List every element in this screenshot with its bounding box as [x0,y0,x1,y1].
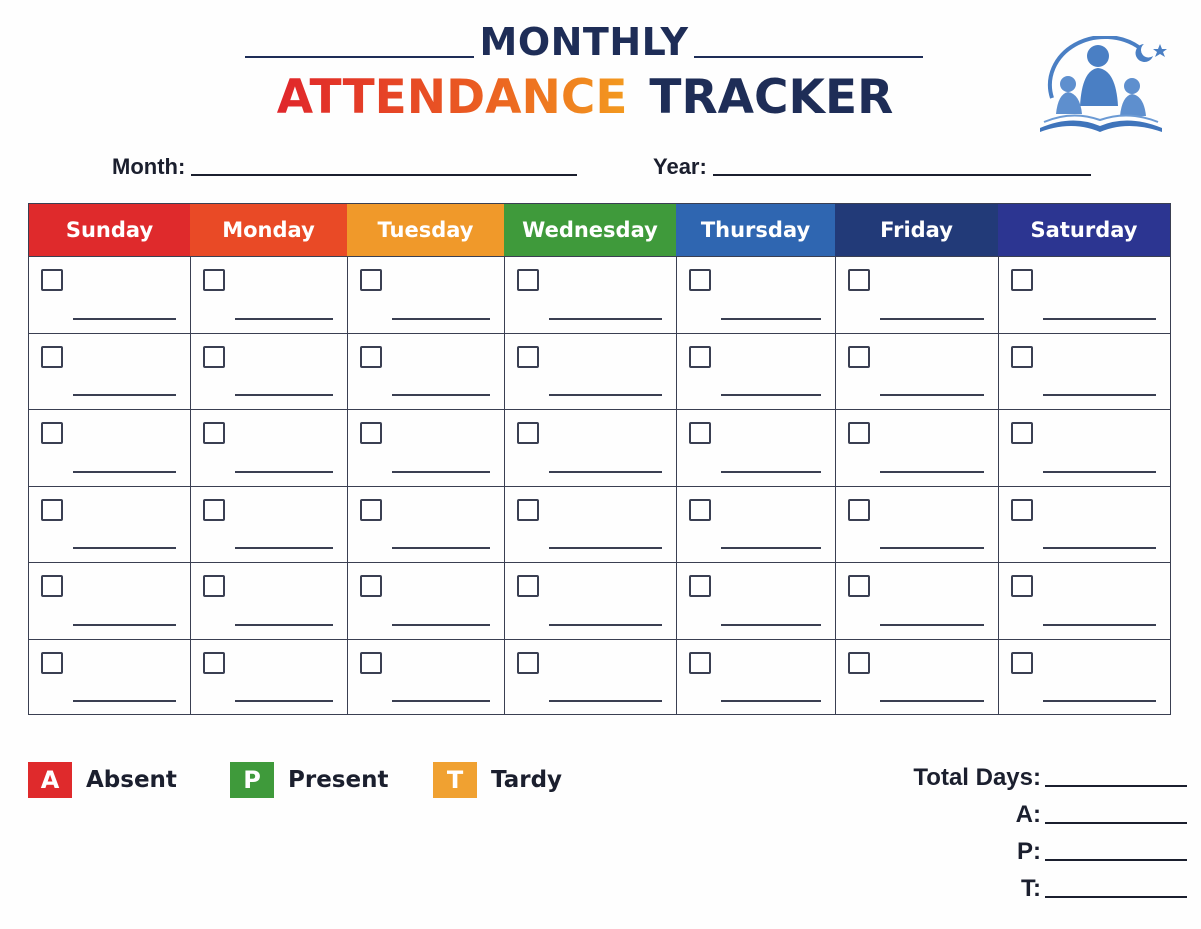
attendance-checkbox[interactable] [848,422,870,444]
entry-line[interactable] [880,471,984,473]
total-absent-row[interactable] [867,792,1187,829]
entry-line[interactable] [549,547,662,549]
entry-line[interactable] [392,547,490,549]
total-days-line[interactable] [1045,785,1187,787]
attendance-checkbox[interactable] [848,652,870,674]
entry-line[interactable] [235,471,333,473]
entry-line[interactable] [73,547,176,549]
title-tracker: TRACKER [649,69,894,125]
day-cell [998,487,1170,563]
week-row [29,562,1170,639]
day-cell [29,487,190,563]
entry-line[interactable] [392,471,490,473]
entry-line[interactable] [721,318,821,320]
entry-line[interactable] [1043,700,1156,702]
attendance-checkbox[interactable] [360,499,382,521]
attendance-checkbox[interactable] [360,575,382,597]
entry-line[interactable] [549,700,662,702]
day-header-tuesday: Tuesday [347,204,504,256]
entry-line[interactable] [1043,471,1156,473]
absent-badge: A [28,762,72,798]
day-cell [347,563,504,639]
entry-line[interactable] [721,547,821,549]
day-cell [676,563,835,639]
attendance-checkbox[interactable] [1011,269,1033,291]
attendance-checkbox[interactable] [41,346,63,368]
title-rule-left [245,56,474,58]
title-monthly: MONTHLY [479,20,689,64]
week-row [29,333,1170,410]
entry-line[interactable] [721,394,821,396]
week-row [29,256,1170,333]
day-cell [835,640,998,716]
day-cell [347,257,504,333]
attendance-checkbox[interactable] [41,269,63,291]
total-days-row[interactable] [867,755,1187,792]
day-cell [190,487,347,563]
present-label: Present [288,767,389,793]
title-line-2 [270,66,900,128]
day-cell [676,257,835,333]
day-cell [998,640,1170,716]
day-cell [190,334,347,410]
attendance-checkbox[interactable] [689,269,711,291]
day-cell [504,487,676,563]
day-cell [676,640,835,716]
attendance-checkbox[interactable] [848,499,870,521]
day-cell [29,410,190,486]
entry-line[interactable] [235,700,333,702]
day-cell [998,334,1170,410]
entry-line[interactable] [880,624,984,626]
attendance-checkbox[interactable] [689,346,711,368]
day-cell [998,563,1170,639]
attendance-checkbox[interactable] [848,269,870,291]
title-rule-right [694,56,923,58]
day-cell [835,334,998,410]
day-cell [504,257,676,333]
day-cell [835,257,998,333]
entry-line[interactable] [880,700,984,702]
day-cell [190,563,347,639]
attendance-checkbox[interactable] [360,652,382,674]
present-badge: P [230,762,274,798]
entry-line[interactable] [73,318,176,320]
entry-line[interactable] [392,318,490,320]
day-cell [676,410,835,486]
day-cell [190,257,347,333]
attendance-checkbox[interactable] [848,346,870,368]
attendance-checkbox[interactable] [203,269,225,291]
week-row [29,409,1170,486]
attendance-checkbox[interactable] [41,652,63,674]
day-cell [835,487,998,563]
attendance-checkbox[interactable] [41,499,63,521]
attendance-checkbox[interactable] [1011,575,1033,597]
attendance-checkbox[interactable] [517,422,539,444]
attendance-checkbox[interactable] [203,422,225,444]
attendance-checkbox[interactable] [517,269,539,291]
entry-line[interactable] [880,318,984,320]
day-cell [504,410,676,486]
day-cell [998,410,1170,486]
entry-line[interactable] [235,547,333,549]
entry-line[interactable] [549,624,662,626]
day-cell [835,410,998,486]
attendance-checkbox[interactable] [689,499,711,521]
day-header-sunday: Sunday [29,204,190,256]
legend-present [230,762,388,798]
attendance-checkbox[interactable] [517,499,539,521]
total-tardy-row[interactable] [867,866,1187,903]
day-cell [347,410,504,486]
day-cell [347,334,504,410]
absent-label: Absent [86,767,177,793]
total-tardy-label: T: [1021,875,1041,902]
day-cell [998,257,1170,333]
month-label: Month: [112,154,186,179]
entry-line[interactable] [1043,624,1156,626]
month-field[interactable] [112,150,577,180]
day-cell [504,563,676,639]
year-label: Year: [653,154,707,179]
tardy-badge: T [433,762,477,798]
entry-line[interactable] [721,471,821,473]
entry-line[interactable] [392,624,490,626]
entry-line[interactable] [1043,394,1156,396]
entry-line[interactable] [1043,318,1156,320]
entry-line[interactable] [549,394,662,396]
attendance-checkbox[interactable] [203,346,225,368]
total-present-label: P: [1017,838,1041,865]
entry-line[interactable] [721,624,821,626]
total-days-label: Total Days: [913,764,1041,791]
attendance-checkbox[interactable] [689,652,711,674]
title-line-1 [245,18,923,66]
total-present-line[interactable] [1045,859,1187,861]
entry-line[interactable] [392,394,490,396]
attendance-checkbox[interactable] [517,575,539,597]
day-cell [29,640,190,716]
day-cell [347,640,504,716]
attendance-checkbox[interactable] [1011,652,1033,674]
totals-section [867,755,1187,903]
day-header-friday: Friday [835,204,998,256]
entry-line[interactable] [73,624,176,626]
legend-tardy [433,762,562,798]
day-header-thursday: Thursday [676,204,835,256]
day-cell [190,640,347,716]
entry-line[interactable] [73,471,176,473]
attendance-checkbox[interactable] [41,575,63,597]
attendance-checkbox[interactable] [517,652,539,674]
attendance-checkbox[interactable] [360,346,382,368]
legend-absent [28,762,177,798]
attendance-checkbox[interactable] [689,575,711,597]
entry-line[interactable] [392,700,490,702]
entry-line[interactable] [880,547,984,549]
day-cell [29,257,190,333]
entry-line[interactable] [549,318,662,320]
entry-line[interactable] [73,394,176,396]
title-attendance: ATTENDANCE [276,69,628,125]
teacher-children-logo-icon [1032,36,1172,136]
total-present-row[interactable] [867,829,1187,866]
day-header-saturday: Saturday [998,204,1170,256]
year-field[interactable] [653,150,1091,180]
attendance-checkbox[interactable] [517,346,539,368]
day-header-monday: Monday [190,204,347,256]
attendance-calendar-grid [28,203,1171,715]
attendance-checkbox[interactable] [1011,346,1033,368]
attendance-checkbox[interactable] [848,575,870,597]
total-tardy-line[interactable] [1045,896,1187,898]
attendance-checkbox[interactable] [1011,499,1033,521]
day-cell [504,640,676,716]
day-cell [29,563,190,639]
attendance-checkbox[interactable] [689,422,711,444]
day-cell [676,487,835,563]
entry-line[interactable] [549,471,662,473]
entry-line[interactable] [235,394,333,396]
total-absent-line[interactable] [1045,822,1187,824]
entry-line[interactable] [721,700,821,702]
attendance-checkbox[interactable] [41,422,63,444]
day-cell [347,487,504,563]
week-row [29,486,1170,563]
week-row [29,639,1170,716]
day-cell [676,334,835,410]
day-cell [835,563,998,639]
day-header-wednesday: Wednesday [504,204,676,256]
attendance-checkbox[interactable] [203,575,225,597]
total-absent-label: A: [1015,801,1041,828]
entry-line[interactable] [1043,547,1156,549]
day-header-row [29,204,1170,256]
attendance-checkbox[interactable] [203,652,225,674]
attendance-checkbox[interactable] [360,269,382,291]
attendance-checkbox[interactable] [360,422,382,444]
day-cell [29,334,190,410]
month-line[interactable] [191,174,577,176]
entry-line[interactable] [880,394,984,396]
entry-line[interactable] [235,624,333,626]
day-cell [190,410,347,486]
entry-line[interactable] [73,700,176,702]
day-cell [504,334,676,410]
tardy-label: Tardy [491,767,563,793]
attendance-checkbox[interactable] [203,499,225,521]
entry-line[interactable] [235,318,333,320]
attendance-checkbox[interactable] [1011,422,1033,444]
year-line[interactable] [713,174,1091,176]
